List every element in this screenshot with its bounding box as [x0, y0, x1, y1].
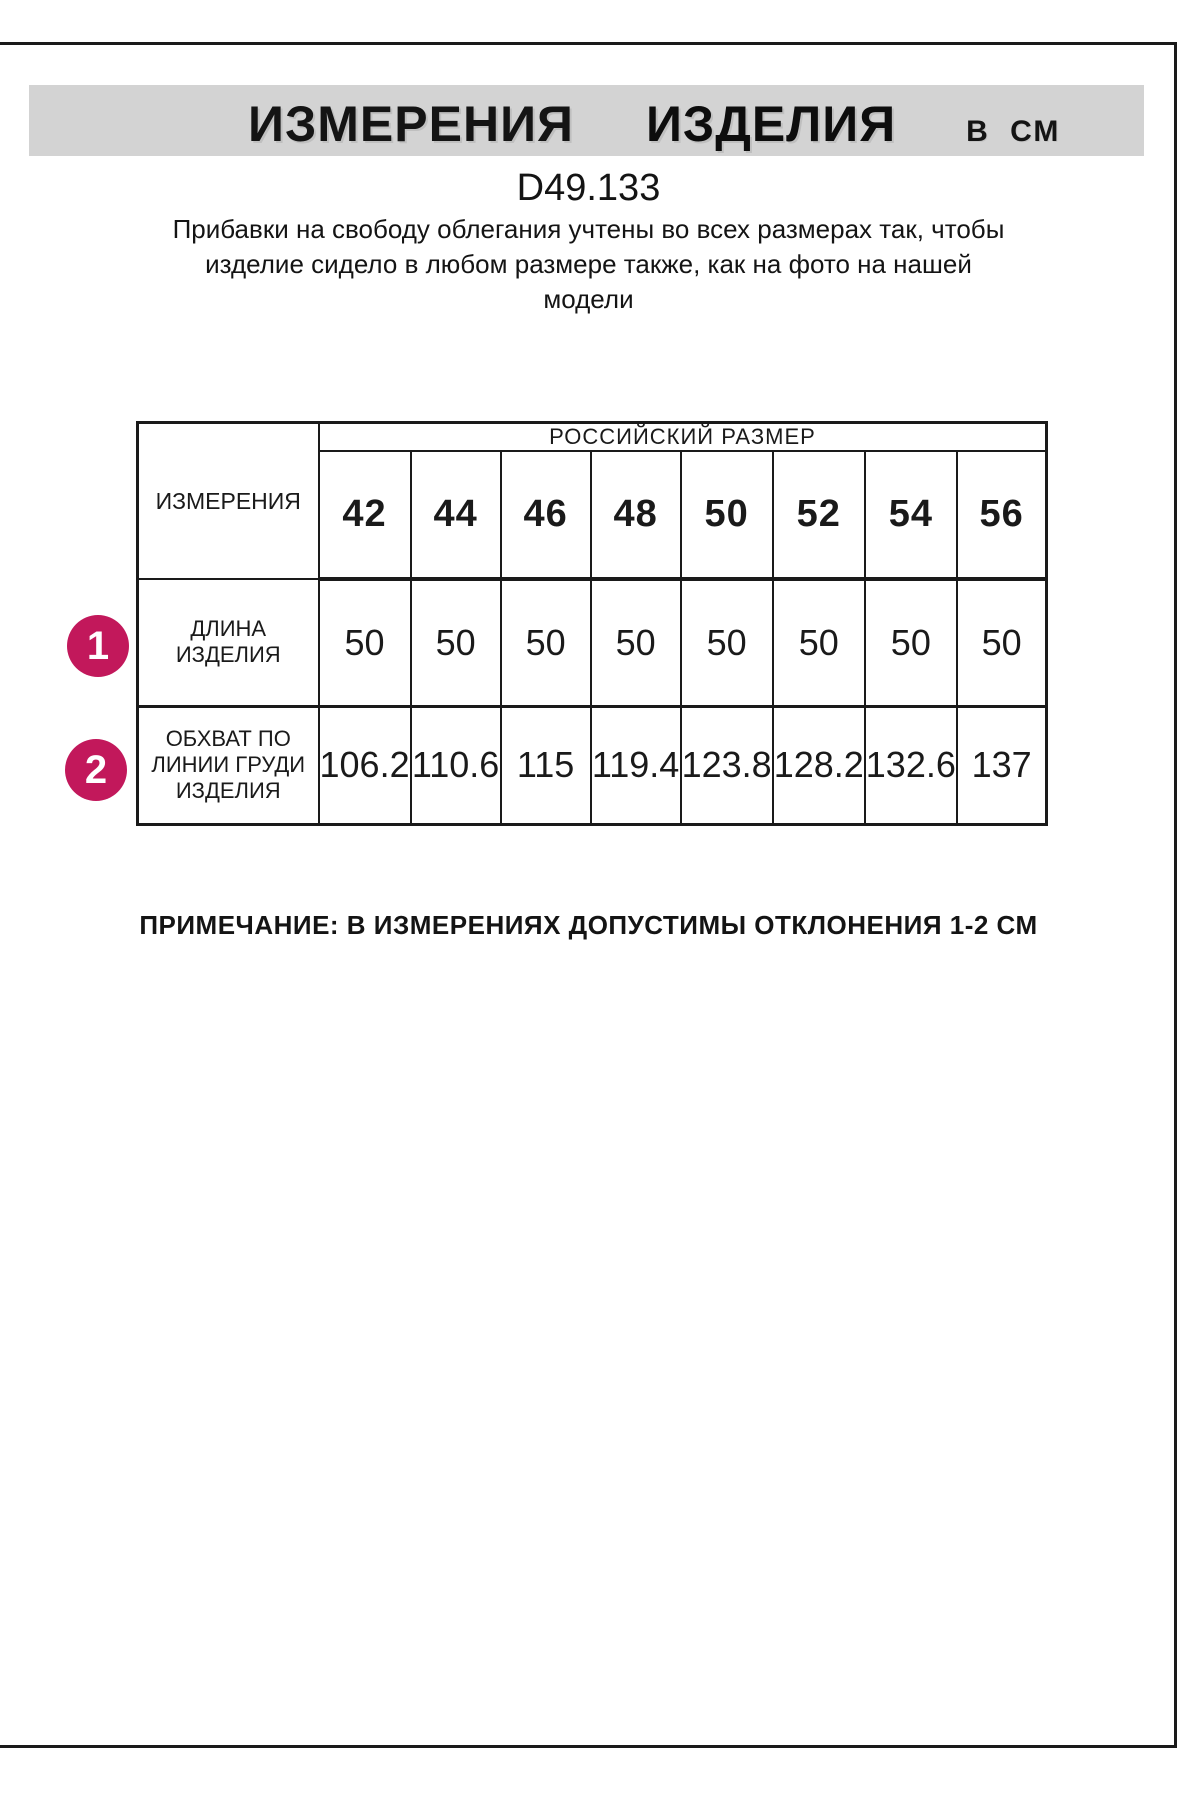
intro-line-2: изделие сидело в любом размере также, как на фото на нашей	[205, 249, 972, 279]
row-marker-1: 1	[67, 615, 129, 677]
value-cell: 128.2	[773, 706, 865, 824]
value-cell: 50	[773, 579, 865, 706]
row-label-line: ДЛИНА	[190, 616, 267, 642]
tolerance-note: ПРИМЕЧАНИЕ: В ИЗМЕРЕНИЯХ ДОПУСТИМЫ ОТКЛОНЕНИЯ 1-2 СМ	[139, 910, 1038, 940]
row-label-line: ОБХВАТ ПО	[165, 726, 291, 751]
value-cell: 50	[319, 579, 411, 706]
size-header-cell: 42	[319, 451, 411, 579]
table-row-chest	[138, 706, 1047, 824]
size-header-cell: 52	[773, 451, 865, 579]
measurements-table	[136, 421, 1048, 826]
row-label-line: ИЗДЕЛИЯ	[175, 642, 281, 668]
size-header-cell: 44	[411, 451, 501, 579]
row-marker-2: 2	[65, 739, 127, 801]
product-code: D49.133	[516, 167, 661, 209]
value-cell: 132.6	[865, 706, 957, 824]
title-measurements: ИЗМЕРЕНИЯ	[248, 96, 574, 152]
intro-line-1: Прибавки на свободу облегания учтены во всех размерах так, чтобы	[172, 214, 1005, 244]
table-row-russian-size	[138, 423, 1047, 452]
value-cell: 123.8	[681, 706, 773, 824]
value-cell: 110.6	[411, 706, 501, 824]
size-header-cell: 54	[865, 451, 957, 579]
corner-header-cell: ИЗМЕРЕНИЯ	[138, 423, 319, 580]
value-cell: 106.2	[319, 706, 411, 824]
intro-paragraph	[0, 212, 1177, 317]
value-cell: 50	[957, 579, 1047, 706]
value-cell: 50	[865, 579, 957, 706]
row-label-chest	[138, 706, 319, 824]
size-header-cell: 56	[957, 451, 1047, 579]
value-cell: 50	[681, 579, 773, 706]
size-header-cell: 50	[681, 451, 773, 579]
russian-size-header-cell: РОССИЙСКИЙ РАЗМЕР	[319, 423, 1047, 452]
title-bar	[29, 85, 1144, 156]
value-cell: 50	[411, 579, 501, 706]
value-cell: 50	[501, 579, 591, 706]
value-cell: 119.4	[591, 706, 681, 824]
intro-line-3: модели	[543, 284, 634, 314]
size-header-cell: 46	[501, 451, 591, 579]
title-product: ИЗДЕЛИЯ	[645, 96, 897, 152]
row-label-line: ИЗДЕЛИЯ	[175, 778, 281, 803]
title-units: В СМ	[966, 115, 1061, 148]
value-cell: 137	[957, 706, 1047, 824]
size-header-cell: 48	[591, 451, 681, 579]
row-label-length	[138, 579, 319, 706]
table-row-length	[138, 579, 1047, 706]
row-label-line: ЛИНИИ ГРУДИ	[151, 752, 306, 777]
value-cell: 50	[591, 579, 681, 706]
value-cell: 115	[501, 706, 591, 824]
